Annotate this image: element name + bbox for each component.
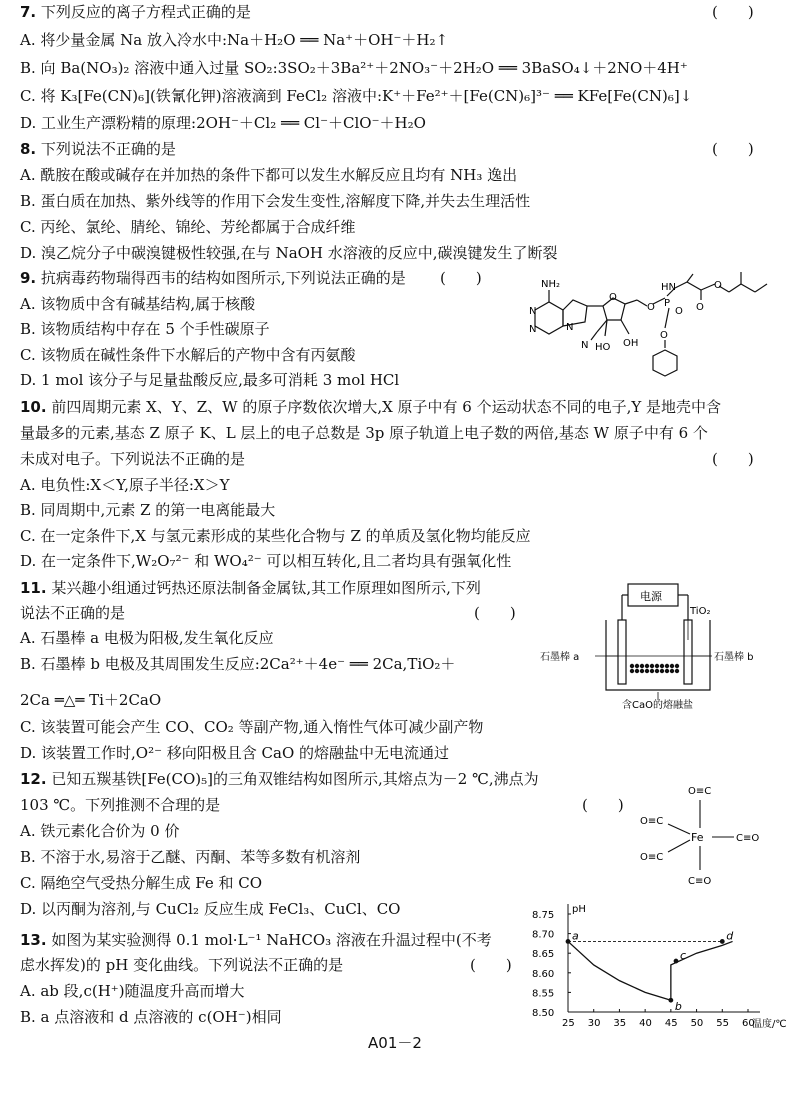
- q10-option-a: A. 电负性:X＜Y,原子半径:X＞Y: [20, 476, 230, 494]
- q13-answer-paren: ( ): [470, 956, 512, 974]
- q10-answer-paren: ( ): [712, 450, 754, 468]
- label-o-ester: O: [696, 302, 704, 313]
- label-cn: N: [581, 340, 589, 351]
- q10-option-c: C. 在一定条件下,X 与氢元素形成的某些化合物与 Z 的单质及氢化物均能反应: [20, 527, 531, 545]
- q12-number: 12.: [20, 770, 47, 788]
- q11-option-c: C. 该装置可能会产生 CO、CO₂ 等副产物,通入惰性气体可减少副产物: [20, 718, 484, 736]
- q7-option-b: B. 向 Ba(NO₃)₂ 溶液中通入过量 SO₂:3SO₂＋3Ba²⁺＋2NO₃⁻＋2H₂O ══ 3BaSO₄↓＋2NO＋4H⁺: [20, 59, 688, 77]
- q9-option-a: A. 该物质中含有碱基结构,属于核酸: [20, 295, 256, 313]
- q11-option-d: D. 该装置工作时,O²⁻ 移向阳极且含 CaO 的熔融盐中无电流通过: [20, 744, 450, 762]
- electrolysis-apparatus: [540, 580, 775, 712]
- page-footer: A01－2: [368, 1034, 422, 1052]
- label-hn: HN: [661, 282, 676, 293]
- q12-option-b: B. 不溶于水,易溶于乙醚、丙酮、苯等多数有机溶剂: [20, 848, 361, 866]
- ph-curve-1: [568, 941, 671, 1000]
- q7-number: 7.: [20, 3, 37, 21]
- label-co-left-up: O≡C: [640, 816, 664, 827]
- label-melt: 含CaO的熔融盐: [622, 700, 693, 711]
- label-co-bottom: C≡O: [688, 876, 712, 887]
- q11-stem-line-1: [20, 578, 481, 598]
- q9-stem: 抗病毒药物瑞得西韦的结构如图所示,下列说法正确的是: [40, 269, 406, 287]
- q10-stem-line-3: 未成对电子。下列说法不正确的是: [20, 450, 246, 468]
- y-tick-label: 8.75: [532, 910, 555, 921]
- point-b: [668, 998, 673, 1003]
- q8-stem: 下列说法不正确的是: [40, 140, 176, 158]
- q13-option-a: A. ab 段,c(H⁺)随温度升高而增大: [20, 982, 245, 1000]
- label-o-ring: O: [609, 292, 617, 303]
- label-n3: N: [566, 322, 574, 333]
- q9-stem-line: [20, 268, 406, 288]
- point-label-d: d: [726, 929, 734, 943]
- label-rod-a: 石墨棒 a: [540, 652, 580, 663]
- label-nh2: NH₂: [541, 279, 561, 290]
- q12-stem-line-2: 103 ℃。下列推测不合理的是: [20, 796, 221, 814]
- q11-option-b: B. 石墨棒 b 电极及其周围发生反应:2Ca²⁺＋4e⁻ ══ 2Ca,TiO₂＋: [20, 655, 456, 673]
- q11-option-a: A. 石墨棒 a 电极为阳极,发生氧化反应: [20, 629, 274, 647]
- y-tick-label: 8.65: [532, 949, 555, 961]
- q12-option-a: A. 铁元素化合价为 0 价: [20, 822, 180, 840]
- x-tick-label: 30: [587, 1018, 601, 1029]
- x-tick-label: 40: [639, 1018, 652, 1029]
- y-tick-label: 8.70: [532, 929, 555, 941]
- q10-stem-line-1: [20, 397, 721, 417]
- x-tick-label: 50: [690, 1018, 704, 1029]
- q13-number: 13.: [20, 931, 47, 949]
- point-a: [566, 939, 571, 944]
- q7-option-a: A. 将少量金属 Na 放入冷水中:Na＋H₂O ══ Na⁺＋OH⁻＋H₂↑: [20, 31, 449, 49]
- q7-option-c: C. 将 K₃[Fe(CN)₆](铁氰化钾)溶液滴到 FeCl₂ 溶液中:K⁺＋Fe²⁺＋[Fe(CN)₆]³⁻ ══ KFe[Fe(CN)₆]↓: [20, 87, 693, 105]
- q9-option-b: B. 该物质结构中存在 5 个手性碳原子: [20, 320, 270, 338]
- point-c: [674, 959, 679, 964]
- x-tick-label: 35: [613, 1018, 627, 1029]
- x-tick-label: 45: [664, 1018, 678, 1029]
- label-n2: N: [529, 324, 537, 335]
- q9-option-d: D. 1 mol 该分子与足量盐酸反应,最多可消耗 3 mol HCl: [20, 371, 400, 389]
- q13-stem-line-2: 虑水挥发)的 pH 变化曲线。下列说法不正确的是: [20, 956, 344, 974]
- q12-answer-paren: ( ): [582, 796, 624, 814]
- y-tick-label: 8.60: [532, 968, 555, 980]
- q8-stem-line: [20, 139, 176, 159]
- label-co-top: O≡C: [688, 786, 712, 797]
- y-axis-label: pH: [572, 904, 586, 915]
- q10-stem-line-2: 量最多的元素,基态 Z 原子 K、L 层上的电子总数是 3p 原子轨道上电子数的两倍,基态 W 原子中有 6 个: [20, 424, 708, 442]
- q10-number: 10.: [20, 398, 47, 416]
- q12-stem-line-1: [20, 769, 539, 789]
- label-n1: N: [529, 306, 537, 317]
- label-p-o: O: [675, 306, 683, 317]
- label-power: 电源: [640, 590, 662, 603]
- q13-stem-1: 如图为某实验测得 0.1 mol·L⁻¹ NaHCO₃ 溶液在升温过程中(不考: [51, 931, 492, 949]
- label-o-phenyl: O: [660, 330, 668, 341]
- point-label-c: c: [680, 949, 687, 963]
- q9-answer-paren: ( ): [440, 269, 482, 287]
- label-co-left-down: O≡C: [640, 852, 664, 863]
- point-label-a: a: [572, 929, 579, 943]
- x-tick-label: 25: [562, 1018, 575, 1029]
- q13-stem-line-1: [20, 930, 492, 950]
- q7-answer-paren: ( ): [712, 3, 754, 21]
- q10-stem-1: 前四周期元素 X、Y、Z、W 的原子序数依次增大,X 原子中有 6 个运动状态不同的电子,Y 是地壳中含: [51, 398, 722, 416]
- q8-number: 8.: [20, 140, 37, 158]
- q7-stem-line: [20, 2, 251, 22]
- label-rod-b: 石墨棒 b: [714, 652, 754, 663]
- q11-stem-line-2: 说法不正确的是: [20, 604, 126, 622]
- q7-option-d: D. 工业生产漂粉精的原理:2OH⁻＋Cl₂ ══ Cl⁻＋ClO⁻＋H₂O: [20, 114, 426, 132]
- point-d: [720, 939, 725, 944]
- q8-option-c: C. 丙纶、氯纶、腈纶、锦纶、芳纶都属于合成纤维: [20, 218, 356, 236]
- q11-option-b-cont: 2Ca ═△═ Ti＋2CaO: [20, 691, 162, 709]
- q11-stem-1: 某兴趣小组通过钙热还原法制备金属钛,其工作原理如图所示,下列: [51, 579, 481, 597]
- y-tick-label: 8.50: [532, 1008, 555, 1019]
- q9-number: 9.: [20, 269, 37, 287]
- q8-option-a: A. 酰胺在酸或碱存在并加热的条件下都可以发生水解反应且均有 NH₃ 逸出: [20, 166, 518, 184]
- point-label-b: b: [674, 1000, 682, 1014]
- x-axis-label: 温度/℃: [752, 1019, 787, 1030]
- q8-option-d: D. 溴乙烷分子中碳溴键极性较强,在与 NaOH 水溶液的反应中,碳溴键发生了断裂: [20, 244, 558, 262]
- remdesivir-structure: [515, 270, 775, 392]
- q13-option-b: B. a 点溶液和 d 点溶液的 c(OH⁻)相同: [20, 1008, 282, 1026]
- q12-stem-1: 已知五羰基铁[Fe(CO)₅]的三角双锥结构如图所示,其熔点为－2 ℃,沸点为: [51, 770, 539, 788]
- x-tick-label: 60: [742, 1018, 755, 1029]
- fe-co5-structure: [640, 776, 770, 896]
- q11-answer-paren: ( ): [474, 604, 516, 622]
- label-ho: HO: [595, 342, 611, 353]
- x-tick-label: 55: [716, 1018, 730, 1029]
- y-tick-label: 8.55: [532, 988, 555, 1000]
- label-tio2: TiO₂: [690, 606, 711, 617]
- q8-option-b: B. 蛋白质在加热、紫外线等的作用下会发生变性,溶解度下降,并失去生理活性: [20, 192, 531, 210]
- q12-option-c: C. 隔绝空气受热分解生成 Fe 和 CO: [20, 874, 263, 892]
- label-o-ester2: O: [714, 280, 722, 291]
- q9-option-c: C. 该物质在碱性条件下水解后的产物中含有丙氨酸: [20, 346, 356, 364]
- label-oh: OH: [623, 338, 639, 349]
- ph-temperature-chart: [530, 900, 787, 1030]
- q11-number: 11.: [20, 579, 47, 597]
- q8-answer-paren: ( ): [712, 140, 754, 158]
- label-fe: Fe: [691, 831, 704, 844]
- label-o-link: O: [647, 302, 655, 313]
- label-co-right: C≡O: [736, 833, 760, 844]
- q10-option-b: B. 同周期中,元素 Z 的第一电离能最大: [20, 501, 276, 519]
- q7-stem: 下列反应的离子方程式正确的是: [40, 3, 251, 21]
- q12-option-d: D. 以丙酮为溶剂,与 CuCl₂ 反应生成 FeCl₃、CuCl、CO: [20, 900, 401, 918]
- q10-option-d: D. 在一定条件下,W₂O₇²⁻ 和 WO₄²⁻ 可以相互转化,且二者均具有强氧化性: [20, 552, 512, 570]
- label-p: P: [664, 298, 671, 309]
